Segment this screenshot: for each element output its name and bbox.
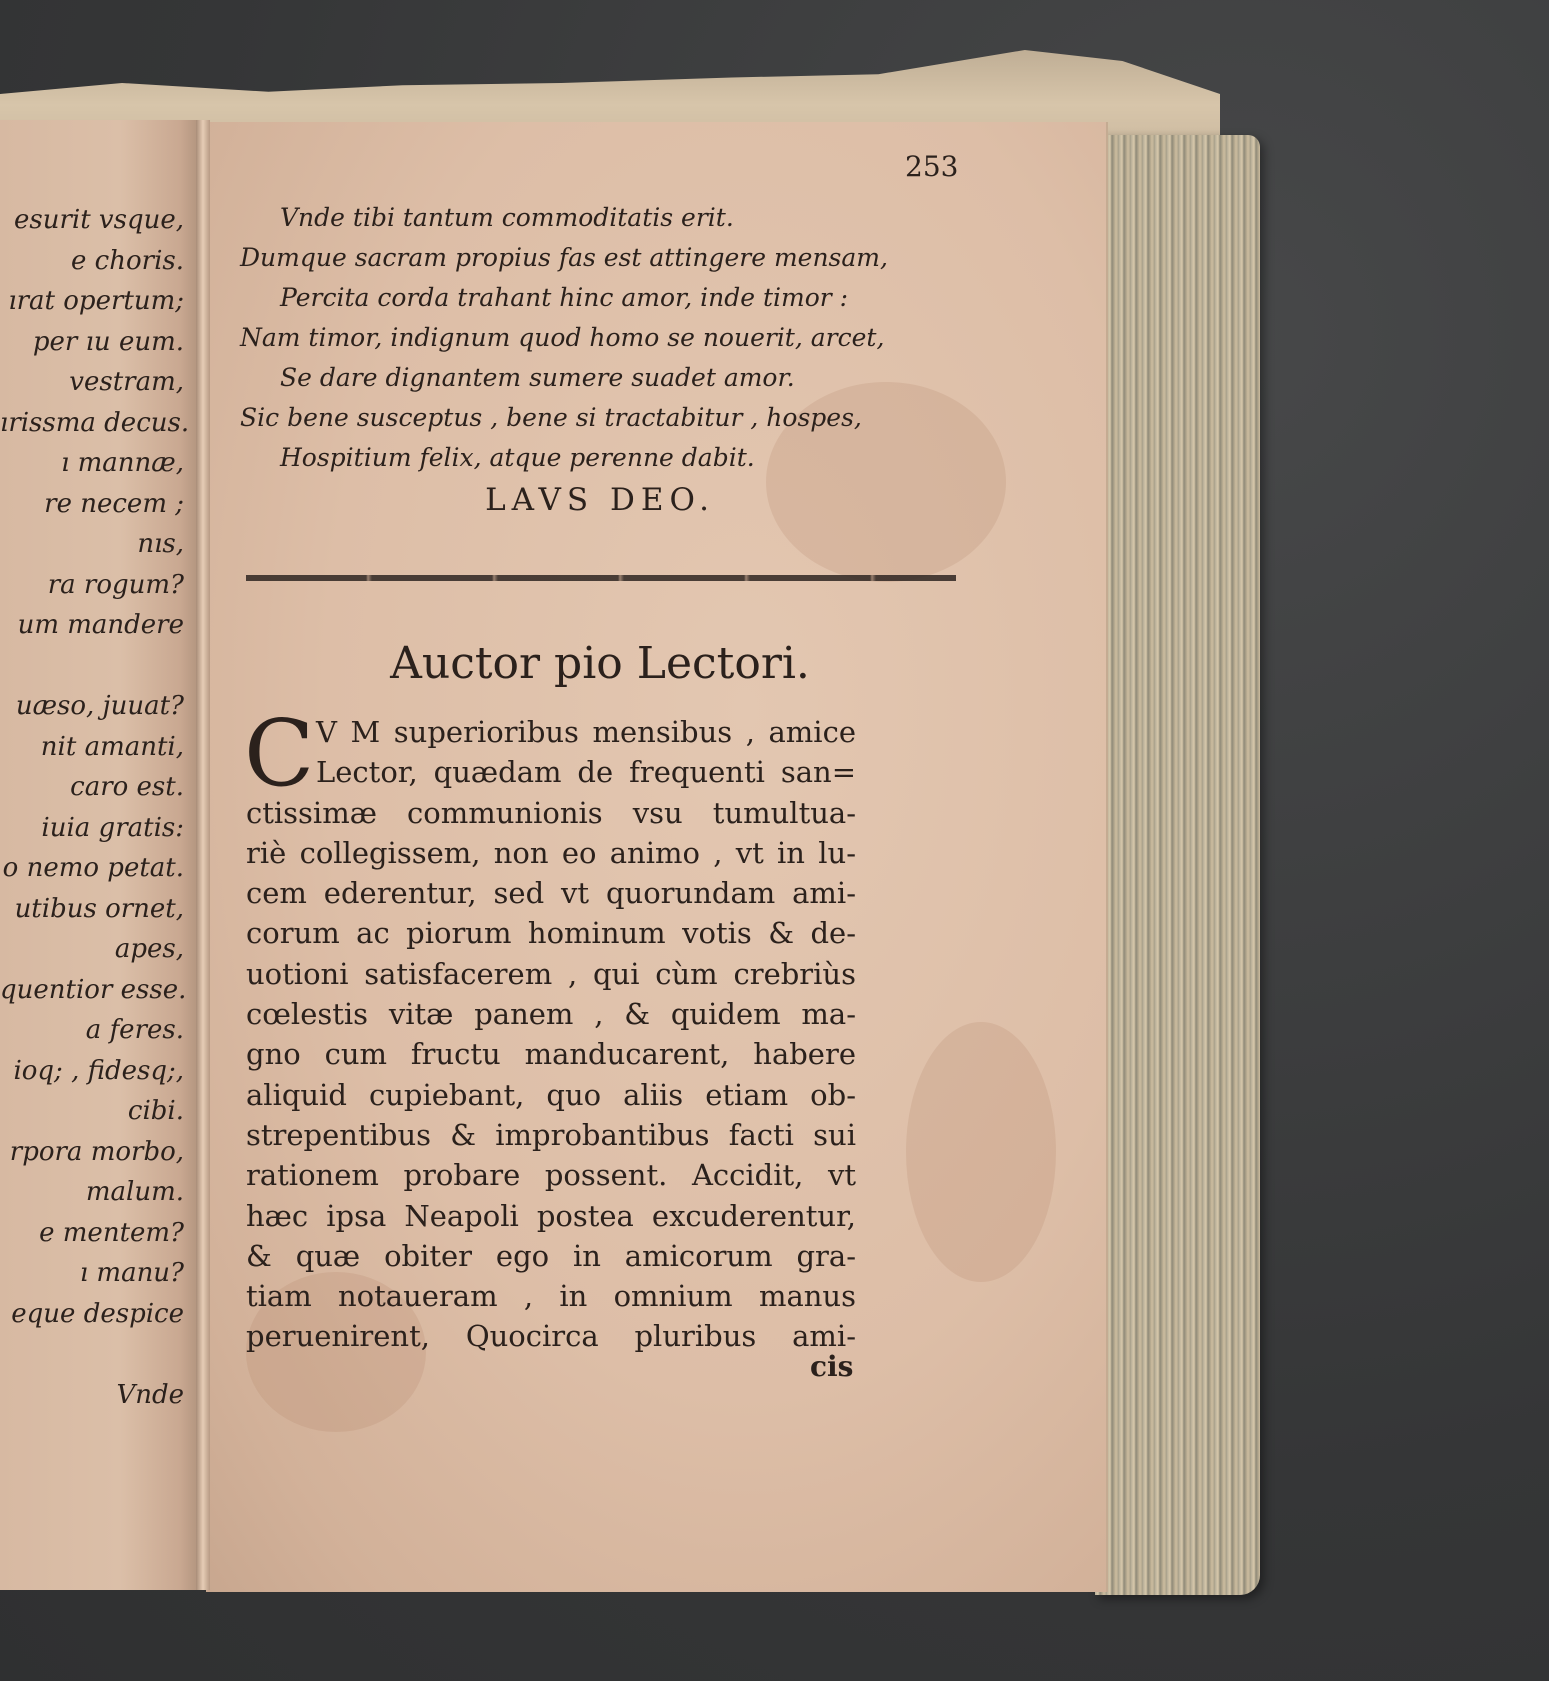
verse-line: Dumque sacram propius fas est attingere mensam,	[240, 243, 888, 272]
left-line: vestram,	[69, 367, 184, 397]
prose-line: strepentibus & improbantibus facti sui	[246, 1117, 856, 1152]
ornamental-rule	[246, 575, 956, 581]
left-line: ırissma decus.	[0, 407, 190, 438]
prose-line: & quæ obiter ego in amicorum gra-	[246, 1238, 856, 1273]
left-line: quentior esse.	[0, 974, 187, 1005]
prose-line: Lector, quædam de frequenti san=	[316, 755, 856, 790]
left-line: cibi.	[127, 1096, 184, 1126]
prose-line: cem ederentur, sed vt quorundam ami-	[246, 876, 856, 911]
left-line: ioq; , fidesq;,	[13, 1055, 184, 1086]
prose-line: tiam notaueram , in omnium manus	[246, 1279, 856, 1314]
book-gutter	[196, 120, 210, 1590]
prose-line: aliquid cupiebant, quo aliis etiam ob-	[246, 1077, 856, 1112]
prose-line: gno cum fructu manducarent, habere	[246, 1037, 856, 1072]
verse-block	[240, 198, 940, 478]
catchword: cis	[810, 1350, 854, 1383]
left-line: o nemo petat.	[2, 853, 184, 883]
paper-stain	[906, 1022, 1056, 1282]
left-line: per ıu eum.	[32, 326, 184, 357]
left-line: um mandere	[17, 610, 184, 640]
prose-line: rationem probare possent. Accidit, vt	[246, 1158, 856, 1193]
left-line: uæso, juuat?	[15, 691, 184, 721]
section-heading: Auctor pio Lectori.	[390, 638, 810, 689]
left-line: malum.	[85, 1177, 184, 1207]
verse-line: Hospitium felix, atque perenne dabit.	[280, 443, 755, 472]
left-line: esurit vsque,	[13, 205, 184, 235]
verse-line: Se dare dignantem sumere suadet amor.	[280, 363, 795, 392]
left-line: a feres.	[85, 1015, 184, 1045]
closing-line: LAVS DEO.	[485, 482, 715, 518]
verse-line: Nam timor, indignum quod homo se nouerit, arcet,	[240, 323, 885, 352]
left-line: ırat opertum;	[8, 286, 184, 316]
left-line: apes,	[114, 934, 184, 964]
left-line: utibus ornet,	[14, 893, 184, 924]
prose-block	[244, 700, 856, 1357]
prose-line: corum ac piorum hominum votis & de-	[246, 916, 856, 951]
prose-line: hæc ipsa Neapoli postea excuderentur,	[246, 1198, 856, 1233]
left-line	[0, 1334, 190, 1375]
left-line: e choris.	[71, 245, 184, 276]
left-line: rpora morbo,	[9, 1136, 184, 1167]
left-line: nıs,	[137, 529, 184, 559]
left-line: ı mannæ,	[61, 448, 184, 478]
prose-line: uotioni satisfacerem , qui cùm crebriùs	[246, 956, 856, 991]
page-number: 253	[905, 150, 959, 183]
prose-line: V M superioribus mensibus , amice	[316, 715, 856, 749]
left-line: ı manu?	[79, 1258, 184, 1288]
prose-line: ctissimæ communionis vsu tumultua-	[246, 795, 856, 830]
left-page-text	[0, 200, 190, 1415]
left-line: iuia gratis:	[41, 812, 184, 843]
prose-line: peruenirent, Quocirca pluribus ami-	[246, 1319, 856, 1354]
left-line: eque despice	[11, 1298, 184, 1329]
verse-line: Sic bene susceptus , bene si tractabitur , hospes,	[240, 403, 862, 432]
left-line: caro est.	[70, 772, 184, 802]
left-line	[0, 646, 190, 687]
left-line: re necem ;	[44, 488, 184, 519]
prose-line: riè collegissem, non eo animo , vt in lu-	[246, 835, 856, 870]
verse-line: Percita corda trahant hinc amor, inde timor :	[280, 283, 849, 312]
left-line: e mentem?	[39, 1217, 184, 1248]
drop-cap: C	[244, 700, 315, 807]
left-line: Vnde	[116, 1379, 184, 1410]
verse-line: Vnde tibi tantum commoditatis erit.	[280, 203, 734, 232]
left-line: nit amanti,	[40, 731, 184, 762]
book-fore-edge	[1095, 135, 1260, 1595]
left-line: ra rogum?	[47, 569, 184, 600]
prose-line: cœlestis vitæ panem , & quidem ma-	[246, 997, 856, 1032]
